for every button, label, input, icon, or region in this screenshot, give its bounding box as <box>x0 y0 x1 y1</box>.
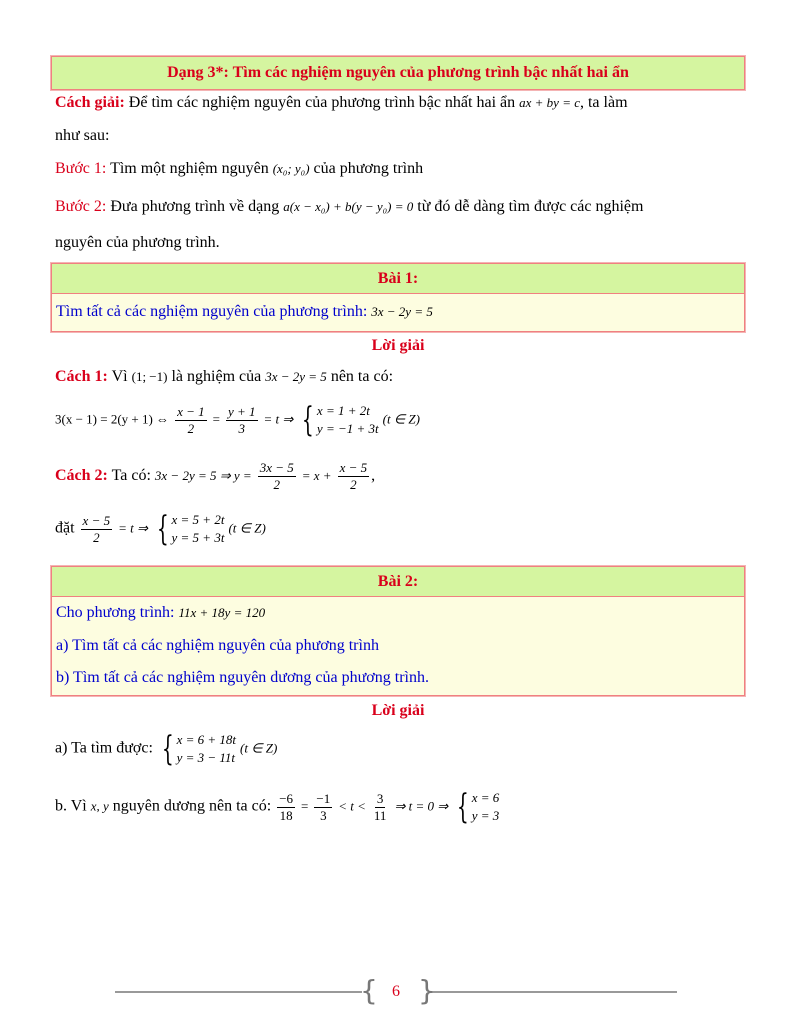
fraction <box>226 404 258 437</box>
step-2-label: Bước 2: <box>55 198 107 215</box>
step-2-line-2 <box>55 234 220 252</box>
fraction-den: 11 <box>373 807 387 823</box>
bai-1-title: Bài 1: <box>52 264 744 294</box>
section-title-box <box>51 56 745 90</box>
system-line: y = −1 + 3t <box>316 421 379 436</box>
fraction-num: −6 <box>279 790 294 806</box>
brace-icon: { <box>156 509 169 549</box>
cach-2-mid: = x + <box>301 468 332 484</box>
system-line: y = 3 <box>471 808 500 823</box>
step-1-label: Bước 1: <box>55 160 107 177</box>
bai-2-answer-a <box>55 731 277 767</box>
step-2-continued: nguyên của phương trình. <box>55 234 220 251</box>
fraction-num: x − 5 <box>82 512 111 528</box>
bai-1-cach-1 <box>55 368 393 386</box>
method-text-3: như sau: <box>55 127 110 144</box>
equation-system <box>452 789 499 825</box>
system-line: x = 6 + 18t <box>176 732 236 747</box>
bai-2-solution-title: Lời giải <box>371 702 425 719</box>
footer-rule-left <box>115 991 362 993</box>
bai-2-line-3: b) Tìm tất cả các nghiệm nguyên dương của phương trình. <box>56 669 429 686</box>
bai-1-cach-2 <box>55 460 375 493</box>
equation-system <box>152 511 225 547</box>
step-1-tail: của phương trình <box>309 160 424 177</box>
answer-b-text: b. Vì <box>55 797 91 815</box>
fraction-num: 3x − 5 <box>259 460 294 475</box>
cach-1-text-3: nên ta có: <box>326 368 394 385</box>
cach-2-lhs: 3x − 2y = 5 ⇒ y = <box>154 468 252 484</box>
fraction-num: 3 <box>376 790 384 806</box>
bai-2-line-1-text: Cho phương trình: <box>56 604 179 621</box>
result: ⇒ t = 0 ⇒ <box>394 798 449 814</box>
bai-1-problem-eq: 3x − 2y = 5 <box>371 304 433 319</box>
fraction-den: 2 <box>187 420 195 436</box>
method-line-1 <box>55 94 628 112</box>
cach-2-text: Ta có: <box>107 467 155 485</box>
bai-1-solution-title: Lời giải <box>371 337 425 354</box>
page-number: 6 <box>392 983 400 1000</box>
bai-1-problem <box>52 294 744 331</box>
system-line: y = 5 + 3t <box>171 530 225 545</box>
footer-rule-right <box>430 991 677 993</box>
condition: (t ∈ Z) <box>240 740 278 756</box>
step-1 <box>55 160 423 178</box>
fraction <box>175 404 207 437</box>
fraction-num: x − 5 <box>339 460 368 475</box>
answer-b-text-2: nguyên dương nên ta có: <box>108 797 276 815</box>
answer-a-text: a) Ta tìm được: <box>55 739 157 757</box>
cach-1-derivation <box>55 402 420 438</box>
fraction <box>81 513 113 546</box>
fraction-den: 2 <box>93 529 100 545</box>
footer-bracket-right-icon: } <box>418 974 436 1007</box>
cach-1-eq: 3x − 2y = 5 <box>265 369 327 384</box>
fraction <box>314 791 332 824</box>
method-text: Để tìm các nghiệm nguyên của phương trình bậc nhất hai ẩn <box>124 94 520 111</box>
cach-1-text: Vì <box>107 368 132 385</box>
brace-icon: { <box>456 787 469 827</box>
bai-2-answer-b <box>55 789 499 825</box>
method-equation: ax + by = c <box>519 95 580 110</box>
step-1-math: (x₀; y₀) <box>272 161 310 176</box>
equals: = <box>301 798 309 814</box>
cach-1-mid: = t ⇒ <box>263 411 294 427</box>
fraction <box>258 460 296 493</box>
system-line: x = 5 + 2t <box>171 512 225 527</box>
less-than: < t < <box>338 798 366 814</box>
cach-1-text-2: là nghiệm của <box>167 368 266 385</box>
bai-2-line-1 <box>52 597 744 631</box>
equals: = <box>212 411 220 427</box>
bai-1-problem-text: Tìm tất cả các nghiệm nguyên của phương trình: <box>56 303 372 320</box>
step-2-text: Đưa phương trình về dạng <box>106 198 284 215</box>
bai-2-line-2: a) Tìm tất cả các nghiệm nguyên của phương trình <box>56 637 379 654</box>
fraction-num: x − 1 <box>177 403 205 419</box>
dat-mid: = t ⇒ <box>118 520 148 536</box>
comma: , <box>371 467 376 485</box>
step-1-text: Tìm một nghiệm nguyên <box>106 160 273 177</box>
cach-1-pair: (1; −1) <box>131 369 168 384</box>
bai-2-box <box>51 566 745 696</box>
fraction-den: 3 <box>320 807 327 823</box>
fraction <box>338 460 370 493</box>
step-2-tail: từ đó dễ dàng tìm được các nghiệm <box>413 198 644 215</box>
dat-label: đặt <box>55 519 79 537</box>
condition: (t ∈ Z) <box>228 520 266 536</box>
section-title: Dạng 3*: Tìm các nghiệm nguyên của phương trình bậc nhất hai ẩn <box>167 64 629 81</box>
fraction <box>372 791 389 824</box>
fraction-den: 3 <box>238 420 245 436</box>
fraction-den: 2 <box>350 477 357 492</box>
equation-system <box>157 731 236 767</box>
condition: (t ∈ Z) <box>382 411 420 427</box>
step-2 <box>55 198 643 216</box>
method-text-tail: , ta làm <box>579 94 628 111</box>
system-line: x = 1 + 2t <box>316 403 370 418</box>
step-2-math: a(x − x₀) + b(y − y₀) = 0 <box>283 199 414 214</box>
answer-b-vars: x, y <box>90 798 109 814</box>
method-label: Cách giải: <box>55 94 125 111</box>
dat-line <box>55 511 266 547</box>
equation-system <box>297 402 378 438</box>
cach-1-lhs: 3(x − 1) = 2(y + 1) ⇔ <box>55 411 170 427</box>
fraction-den: 2 <box>273 477 280 492</box>
bai-1-box <box>51 263 745 332</box>
fraction-num: −1 <box>316 790 331 806</box>
bai-2-eq: 11x + 18y = 120 <box>178 605 266 620</box>
fraction-num: y + 1 <box>227 403 256 419</box>
bai-2-title: Bài 2: <box>52 567 744 597</box>
brace-icon: { <box>302 400 315 440</box>
fraction-den: 18 <box>279 807 293 823</box>
brace-icon: { <box>161 729 174 769</box>
system-line: x = 6 <box>471 790 500 805</box>
method-line-2 <box>55 127 109 145</box>
cach-2-label: Cách 2: <box>55 467 108 485</box>
fraction <box>277 791 295 824</box>
cach-1-label: Cách 1: <box>55 368 108 385</box>
system-line: y = 3 − 11t <box>176 750 236 765</box>
footer-bracket-left-icon: { <box>360 974 378 1007</box>
